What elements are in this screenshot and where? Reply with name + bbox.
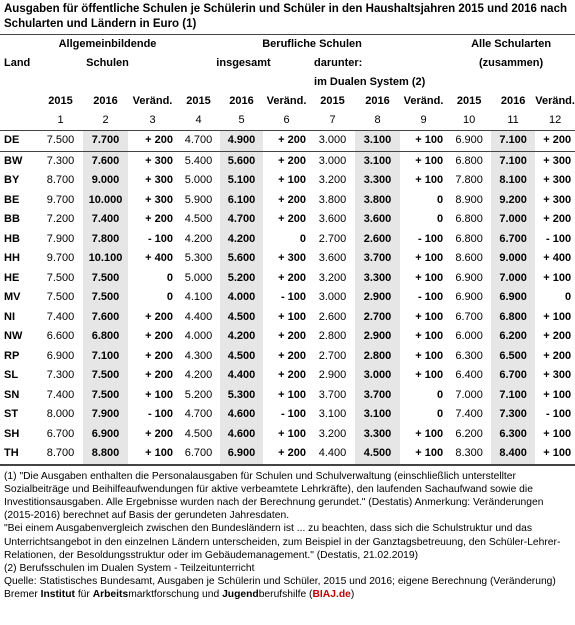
table-cell: 3.300 — [355, 171, 400, 191]
table-cell: 4.500 — [220, 308, 263, 328]
table-cell: 3.300 — [355, 269, 400, 289]
table-cell: 7.200 — [46, 213, 75, 225]
column-number: 9 — [420, 114, 427, 126]
table-cell: 6.900 — [220, 444, 263, 464]
table-cell: 7.000 — [491, 210, 535, 230]
row-land-code: BB — [4, 213, 20, 225]
table-cell: + 300 — [145, 154, 174, 167]
table-cell: 6.700 — [455, 310, 483, 323]
data-table — [0, 34, 575, 465]
table-cell: 3.700 — [355, 386, 400, 406]
table-cell: 4.700 — [184, 134, 213, 146]
institute-line: Bremer Institut für Arbeitsmarktforschung und Jugendberufshilfe (BIAJ.de) — [4, 589, 355, 601]
table-cell: 6.800 — [83, 327, 128, 347]
table-cell: + 200 — [543, 349, 572, 362]
table-cell: + 200 — [278, 193, 307, 206]
table-cell: 6.900 — [455, 291, 483, 303]
table-cell: 6.300 — [491, 425, 535, 445]
table-cell: 3.600 — [318, 252, 347, 264]
table-cell: 7.100 — [83, 347, 128, 367]
table-cell: 6.900 — [491, 288, 535, 308]
table-cell: 2.700 — [318, 349, 347, 362]
page-title: Ausgaben für öffentliche Schulen je Schülerin und Schüler in den Haushaltsjahren 2015 und 2016 nach Schularten und Ländern in Euro (1) — [4, 3, 567, 30]
footnote-2: (2) Berufsschulen im Dualen System - Teilzeitunterricht — [4, 562, 255, 574]
header-year-2016: 2016 — [93, 95, 118, 107]
table-cell: 0 — [436, 193, 444, 206]
row-land-code: NI — [4, 310, 15, 323]
footnote-1: (1) "Die Ausgaben enthalten die Personalausgaben für Schulen und Schulverwaltung (einschließlich unterstellter Sozialbeiträge und Beihilfeaufwendungen für aktive verbeamtete Lehrkräfte), den laufenden Sachaufwand sowie die Investitionsausgaben. Alle Ergebnisse wurden nach der Berechnung gerundet." (Destatis) Anmerkung: Veränderungen (2015-2016) berechnet auf Basis der gerundeten Jahresdaten. — [4, 470, 544, 522]
table-cell: + 200 — [278, 447, 307, 459]
table-cell: 5.200 — [184, 388, 213, 401]
header-year-2016: 2016 — [229, 95, 254, 107]
table-cell: 7.100 — [491, 131, 535, 152]
table-cell: 9.000 — [491, 249, 535, 269]
table-cell: + 200 — [145, 134, 174, 146]
table-cell: + 200 — [145, 310, 174, 323]
table-cell: 4.900 — [220, 131, 263, 152]
table-row — [0, 444, 575, 464]
table-cell: 3.700 — [318, 388, 347, 401]
table-row — [0, 366, 575, 386]
table-cell: 7.400 — [455, 408, 483, 420]
header-allgemeinbildende: Allgemeinbildende — [58, 38, 157, 50]
table-cell: 3.100 — [318, 408, 347, 420]
row-land-code: SH — [4, 427, 20, 440]
header-year-2015: 2015 — [320, 95, 345, 107]
table-cell: 9.700 — [46, 252, 75, 264]
table-row — [0, 288, 575, 308]
table-cell: 6.700 — [46, 427, 75, 440]
table-cell: 7.800 — [455, 174, 483, 186]
table-cell: + 200 — [278, 134, 307, 146]
table-cell: 7.700 — [83, 131, 128, 152]
table-cell: + 200 — [145, 349, 174, 362]
table-row — [0, 230, 575, 250]
table-cell: 6.400 — [455, 369, 483, 381]
table-cell: + 200 — [145, 427, 174, 440]
table-cell: 6.500 — [491, 347, 535, 367]
table-cell: 6.700 — [491, 366, 535, 386]
table-cell: 7.500 — [83, 269, 128, 289]
table-cell: 8.600 — [455, 252, 483, 264]
column-number: 7 — [329, 114, 336, 126]
table-cell: 8.400 — [491, 444, 535, 464]
column-number: 4 — [195, 114, 202, 126]
table-cell: 7.500 — [83, 288, 128, 308]
row-land-code: BY — [4, 174, 20, 186]
header-veraend: Veränd. — [403, 95, 444, 107]
table-cell: 6.100 — [220, 191, 263, 211]
table-cell: 8.300 — [455, 447, 483, 459]
table-cell: 0 — [436, 213, 444, 225]
table-cell: 8.000 — [46, 408, 75, 420]
source-line: Quelle: Statistisches Bundesamt, Ausgaben je Schülerin und Schüler, 2015 und 2016; eigene Berechnung (Veränderung) — [4, 576, 556, 588]
header-dualen-system: im Dualen System (2) — [314, 76, 426, 88]
row-land-code: ST — [4, 408, 19, 420]
table-cell: 4.200 — [220, 327, 263, 347]
column-number: 2 — [102, 114, 109, 126]
table-row — [0, 191, 575, 211]
row-land-code: HH — [4, 252, 20, 264]
table-row — [0, 151, 575, 171]
table-cell: + 100 — [415, 134, 444, 146]
header-berufliche-schulen: Berufliche Schulen — [262, 38, 362, 50]
table-cell: 7.100 — [491, 386, 535, 406]
table-cell: 8.900 — [455, 193, 483, 206]
table-cell: + 200 — [145, 330, 174, 342]
column-number: 6 — [283, 114, 290, 126]
header-year-2016: 2016 — [365, 95, 390, 107]
table-cell: + 100 — [415, 174, 444, 186]
table-cell: 4.600 — [220, 405, 263, 425]
table-cell: 7.000 — [491, 269, 535, 289]
table-cell: + 100 — [415, 447, 444, 459]
table-cell: 4.500 — [220, 347, 263, 367]
table-cell: 4.500 — [184, 213, 213, 225]
table-cell: 9.200 — [491, 191, 535, 211]
table-cell: 0 — [564, 291, 572, 303]
table-cell: 2.600 — [355, 230, 400, 250]
header-year-2015: 2015 — [186, 95, 211, 107]
table-cell: 5.600 — [220, 249, 263, 269]
row-land-code: SN — [4, 388, 20, 401]
footnotes — [0, 465, 575, 602]
table-cell: 3.000 — [318, 291, 347, 303]
table-cell: 3.100 — [355, 151, 400, 171]
table-cell: 6.900 — [455, 271, 483, 284]
table-cell: 0 — [166, 291, 174, 303]
table-cell: 5.300 — [184, 252, 213, 264]
table-row — [0, 425, 575, 445]
column-number: 10 — [462, 114, 476, 126]
table-cell: 4.200 — [220, 230, 263, 250]
table-cell: 5.100 — [220, 171, 263, 191]
table-row — [0, 249, 575, 269]
header-land: Land — [4, 57, 31, 69]
table-cell: 7.600 — [83, 151, 128, 171]
table-cell: 3.300 — [355, 425, 400, 445]
table-cell: 2.700 — [318, 232, 347, 245]
table-cell: 6.200 — [491, 327, 535, 347]
table-cell: + 300 — [145, 174, 174, 186]
table-cell: 6.700 — [184, 447, 213, 459]
header-veraend: Veränd. — [535, 95, 575, 107]
header-year-2015: 2015 — [456, 95, 482, 107]
header-insgesamt: insgesamt — [216, 57, 271, 69]
header-alle-schularten: Alle Schularten — [471, 38, 552, 50]
table-cell: 2.700 — [355, 308, 400, 328]
table-cell: + 300 — [145, 193, 174, 206]
table-cell: 4.300 — [184, 349, 213, 362]
header-schulen: Schulen — [86, 57, 129, 69]
table-row — [0, 131, 575, 152]
table-cell: 5.300 — [220, 386, 263, 406]
table-cell: 6.800 — [455, 232, 483, 245]
table-cell: + 100 — [415, 349, 444, 362]
table-cell: 3.000 — [318, 134, 347, 146]
table-cell: + 200 — [278, 330, 307, 342]
table-cell: 9.700 — [46, 193, 75, 206]
table-cell: 3.700 — [355, 249, 400, 269]
table-cell: 3.800 — [318, 193, 347, 206]
table-cell: 2.900 — [355, 327, 400, 347]
table-cell: + 200 — [278, 369, 307, 381]
column-number: 1 — [57, 114, 64, 126]
table-cell: 3.200 — [318, 174, 347, 186]
table-cell: 7.300 — [491, 405, 535, 425]
table-cell: 3.100 — [355, 405, 400, 425]
table-row — [0, 386, 575, 406]
table-cell: 7.900 — [46, 232, 75, 245]
table-cell: 7.600 — [83, 308, 128, 328]
table-cell: + 300 — [278, 252, 307, 264]
table-cell: 8.100 — [491, 171, 535, 191]
table-row — [0, 269, 575, 289]
table-cell: 6.800 — [491, 308, 535, 328]
header-year-2015: 2015 — [48, 95, 73, 107]
table-cell: + 200 — [278, 349, 307, 362]
table-cell: 6.600 — [46, 330, 75, 342]
column-number: 8 — [374, 114, 381, 126]
table-cell: - 100 — [147, 408, 174, 420]
table-cell: 5.000 — [184, 271, 213, 284]
table-cell: 7.400 — [83, 210, 128, 230]
table-cell: + 100 — [415, 330, 444, 342]
table-cell: 2.900 — [355, 288, 400, 308]
table-cell: + 100 — [543, 271, 572, 284]
row-land-code: RP — [4, 349, 20, 362]
table-cell: + 200 — [145, 369, 174, 381]
header-veraend: Veränd. — [132, 95, 173, 107]
table-row — [0, 327, 575, 347]
table-cell: 7.800 — [83, 230, 128, 250]
table-cell: 4.000 — [220, 288, 263, 308]
table-cell: + 100 — [543, 310, 572, 323]
table-cell: + 400 — [145, 252, 174, 264]
table-cell: 7.500 — [46, 271, 75, 284]
table-cell: - 100 — [280, 291, 307, 303]
column-number: 5 — [238, 114, 245, 126]
table-cell: + 400 — [543, 252, 572, 264]
table-cell: 0 — [166, 271, 174, 284]
table-cell: 4.100 — [184, 291, 213, 303]
table-row — [0, 210, 575, 230]
table-cell: - 100 — [418, 232, 444, 245]
table-cell: + 100 — [415, 310, 444, 323]
table-cell: + 100 — [415, 271, 444, 284]
table-cell: + 100 — [278, 310, 307, 323]
table-row — [0, 308, 575, 328]
table-cell: 7.500 — [46, 134, 75, 146]
table-cell: - 100 — [546, 408, 572, 420]
table-cell: 8.800 — [83, 444, 128, 464]
table-cell: 7.500 — [83, 366, 128, 386]
header-year-2016: 2016 — [500, 95, 526, 107]
column-number: 11 — [507, 114, 519, 126]
table-row — [0, 347, 575, 367]
table-cell: 4.400 — [318, 447, 347, 459]
row-land-code: MV — [4, 291, 21, 303]
table-cell: 7.900 — [83, 405, 128, 425]
table-cell: 3.200 — [318, 427, 347, 440]
table-cell: - 100 — [418, 291, 444, 303]
row-land-code: SL — [4, 369, 19, 381]
table-cell: 6.900 — [83, 425, 128, 445]
table-cell: + 200 — [543, 213, 572, 225]
table-cell: - 100 — [546, 232, 572, 245]
table-cell: 6.800 — [455, 154, 483, 167]
table-cell: 3.000 — [318, 154, 347, 167]
table-cell: 4.400 — [184, 310, 213, 323]
table-cell: 4.500 — [184, 427, 213, 440]
table-cell: 4.000 — [184, 330, 213, 342]
table-cell: 3.100 — [355, 131, 400, 152]
table-cell: 6.900 — [46, 349, 75, 362]
table-cell: 6.000 — [455, 330, 483, 342]
table-cell: + 200 — [543, 134, 572, 146]
table-cell: + 100 — [415, 369, 444, 381]
biaj-link[interactable]: BIAJ.de — [312, 589, 351, 601]
table-cell: 9.000 — [83, 171, 128, 191]
table-cell: 2.900 — [318, 369, 347, 381]
table-cell: 4.700 — [184, 408, 213, 420]
table-cell: + 300 — [543, 369, 572, 381]
table-cell: + 300 — [543, 193, 572, 206]
row-land-code: BE — [4, 193, 20, 206]
column-number: 3 — [149, 114, 156, 126]
table-cell: + 100 — [543, 388, 572, 401]
table-row — [0, 405, 575, 425]
table-cell: + 100 — [278, 427, 307, 440]
table-cell: + 200 — [145, 213, 174, 225]
table-cell: 4.200 — [184, 369, 213, 381]
table-cell: + 100 — [278, 388, 307, 401]
row-land-code: HB — [4, 232, 20, 245]
table-cell: 5.200 — [220, 269, 263, 289]
table-cell: - 100 — [147, 232, 174, 245]
table-cell: 0 — [436, 388, 444, 401]
table-cell: 4.700 — [220, 210, 263, 230]
table-cell: + 100 — [145, 388, 174, 401]
table-cell: 0 — [299, 232, 307, 245]
table-cell: 4.600 — [220, 425, 263, 445]
table-cell: 2.800 — [318, 330, 347, 342]
table-cell: + 100 — [543, 447, 572, 459]
table-cell: 7.300 — [46, 154, 75, 167]
table-cell: 5.000 — [184, 174, 213, 186]
table-cell: + 100 — [415, 154, 444, 167]
table-cell: 6.300 — [455, 349, 483, 362]
table-cell: 5.400 — [184, 154, 213, 167]
table-cell: 7.400 — [46, 388, 75, 401]
table-cell: + 100 — [415, 427, 444, 440]
table-cell: 5.900 — [184, 193, 213, 206]
table-cell: 2.800 — [355, 347, 400, 367]
table-cell: + 300 — [543, 174, 572, 186]
table-cell: 3.200 — [318, 271, 347, 284]
table-cell: 0 — [436, 408, 444, 420]
table-cell: + 100 — [278, 174, 307, 186]
table-cell: 5.600 — [220, 151, 263, 171]
table-cell: 4.400 — [220, 366, 263, 386]
row-land-code: NW — [4, 330, 23, 342]
table-cell: + 100 — [145, 447, 174, 459]
table-cell: + 100 — [415, 252, 444, 264]
row-land-code: BW — [4, 154, 23, 167]
table-cell: 3.000 — [355, 366, 400, 386]
table-cell: + 300 — [543, 154, 572, 167]
table-cell: 2.600 — [318, 310, 347, 323]
table-cell: + 200 — [278, 154, 307, 167]
table-cell: 3.600 — [318, 213, 347, 225]
table-cell: 3.800 — [355, 191, 400, 211]
table-cell: 4.200 — [184, 232, 213, 245]
table-cell: 7.500 — [83, 386, 128, 406]
table-cell: - 100 — [280, 408, 307, 420]
table-cell: 8.700 — [46, 174, 75, 186]
header-darunter: darunter: — [314, 57, 363, 69]
table-cell: + 100 — [543, 427, 572, 440]
header-zusammen: (zusammen) — [479, 57, 544, 69]
table-cell: 7.100 — [491, 151, 535, 171]
table-cell: + 200 — [278, 271, 307, 284]
row-land-code: DE — [4, 134, 20, 146]
header-veraend: Veränd. — [266, 95, 307, 107]
row-land-code: HE — [4, 271, 20, 284]
table-row — [0, 171, 575, 191]
table-cell: 6.800 — [455, 213, 483, 225]
column-number: 12 — [548, 114, 562, 126]
table-cell: 4.500 — [355, 444, 400, 464]
table-cell: 7.300 — [46, 369, 75, 381]
table-cell: 10.000 — [83, 191, 128, 211]
table-cell: 10.100 — [83, 249, 128, 269]
table-cell: 6.200 — [455, 427, 483, 440]
table-cell: 7.000 — [455, 388, 483, 401]
table-cell: 7.500 — [46, 291, 75, 303]
table-cell: 8.700 — [46, 447, 75, 459]
table-cell: 3.600 — [355, 210, 400, 230]
row-land-code: TH — [4, 447, 19, 459]
table-cell: + 200 — [543, 330, 572, 342]
table-cell: 6.900 — [455, 134, 483, 146]
table-cell: 6.700 — [491, 230, 535, 250]
table-cell: + 200 — [278, 213, 307, 225]
footnote-destatis-quote: "Bei einem Ausgabenvergleich zwischen den Bundesländern ist ... zu beachten, dass sich die Schulstruktur und das Unterrichtsangebot in den einzelnen Ländern unterscheiden, zum Beispiel in der Ganztagsbetreuung, den Schüler-Lehrer-Relationen, der Besoldungsstruktur oder im Gebäudemanagement." (Destatis, 21.02.2019) — [4, 523, 561, 561]
table-cell: 7.400 — [46, 310, 75, 323]
